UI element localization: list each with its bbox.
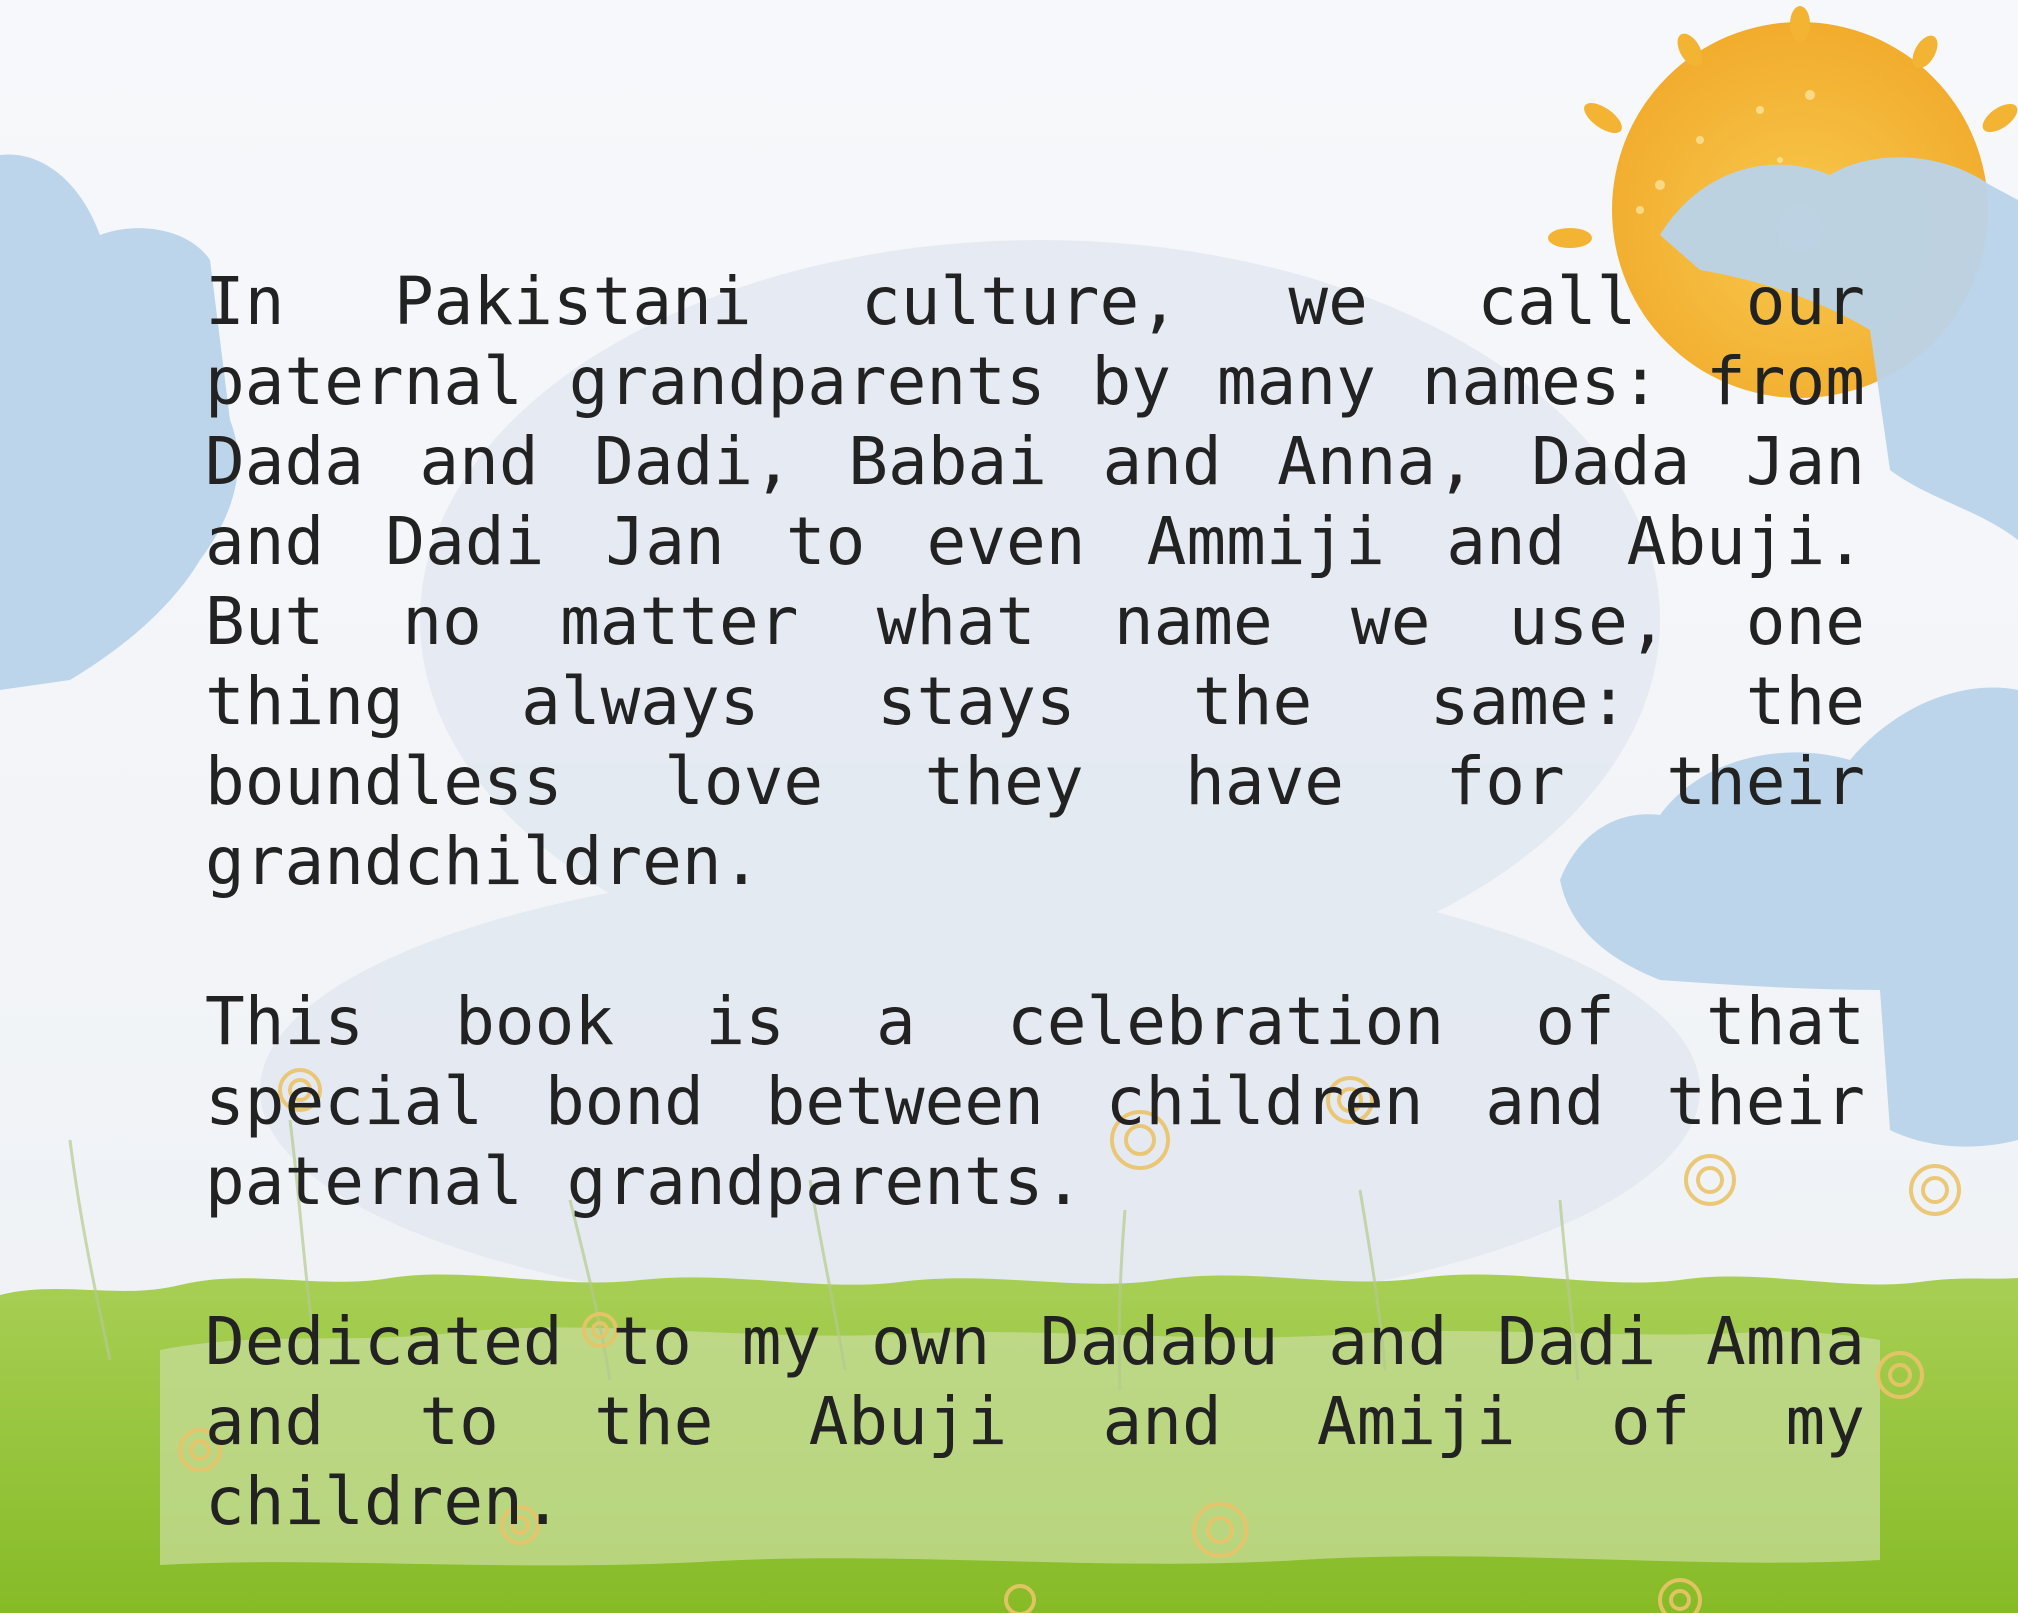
paragraph-celebration: This book is a celebration of that special bond between children and their paternal grandparents. (205, 983, 1865, 1220)
dedication-text (205, 262, 1865, 1542)
paragraph-intro: In Pakistani culture, we call our paternal grandparents by many names: from Dada and Dadi, Babai and Anna, Dada Jan and Dadi Jan to even Ammiji and Abuji. But no matter what name we use, one thing always stays the same: the boundless love they have for their grandchildren. (205, 263, 1865, 900)
paragraph-dedication: Dedicated to my own Dadabu and Dadi Amna and to the Abuji and Amiji of my children. (205, 1303, 1865, 1540)
